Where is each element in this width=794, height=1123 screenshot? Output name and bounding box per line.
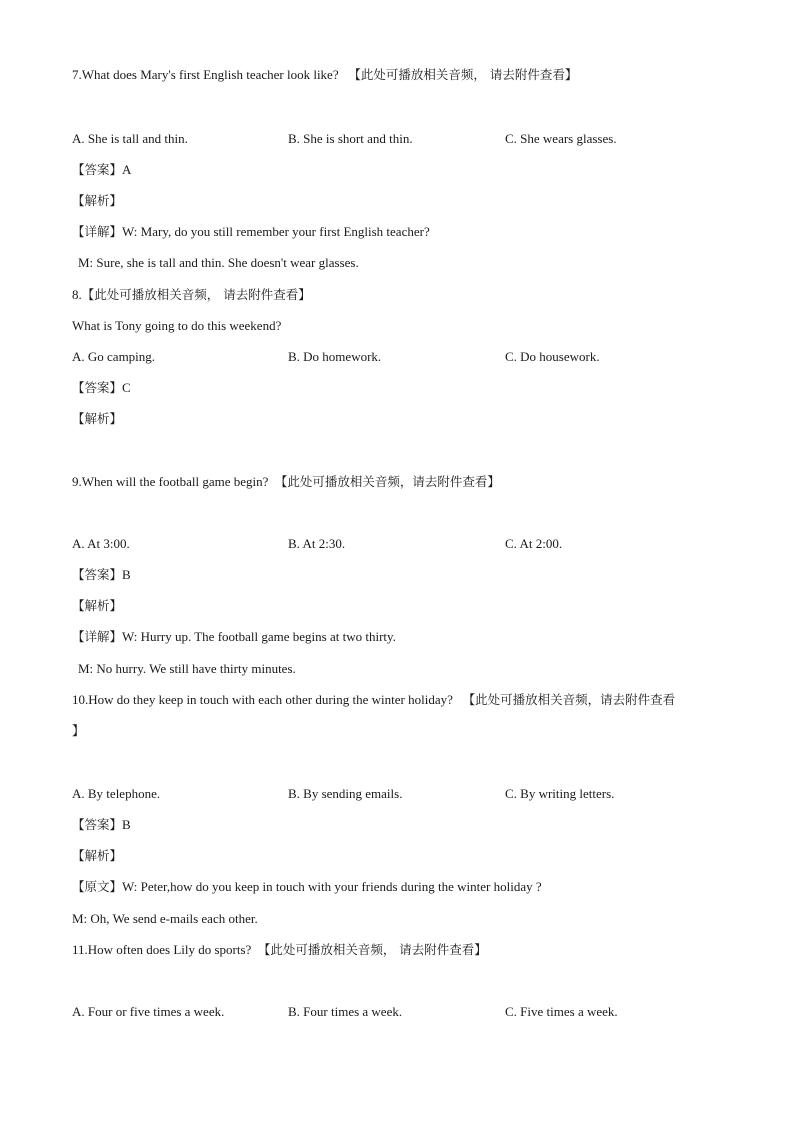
question-11 bbox=[72, 941, 487, 959]
answer-value: A bbox=[122, 162, 132, 177]
dialogue-line: W: Peter,how do you keep in touch with your friends during the winter holiday ? bbox=[122, 879, 542, 894]
option-b: B. By sending emails. bbox=[288, 786, 403, 801]
answer bbox=[72, 379, 131, 397]
option-a: A. By telephone. bbox=[72, 786, 161, 801]
question-8 bbox=[72, 286, 311, 304]
analysis-tag: 【解析】 bbox=[72, 848, 123, 863]
option-c: C. At 2:00. bbox=[505, 536, 563, 551]
question-8-number: 8. bbox=[72, 287, 82, 302]
answer-value: B bbox=[122, 567, 131, 582]
dialogue-line: M: Oh, We send e-mails each other. bbox=[72, 911, 258, 926]
option-c: C. Five times a week. bbox=[505, 1004, 618, 1019]
answer-value: B bbox=[122, 817, 131, 832]
audio-note[interactable]: 【此处可播放相关音频， 请去附件查看】 bbox=[81, 287, 311, 302]
dialogue-line: W: Mary, do you still remember your first English teacher? bbox=[122, 224, 430, 239]
audio-note-end: 】 bbox=[72, 723, 85, 738]
answer-tag: 【答案】 bbox=[72, 380, 123, 395]
option-b: B. At 2:30. bbox=[288, 536, 346, 551]
detail bbox=[72, 628, 396, 646]
option-c: C. Do housework. bbox=[505, 349, 600, 364]
original-text bbox=[72, 878, 542, 896]
question-11-prompt: 11.How often does Lily do sports? bbox=[72, 942, 252, 957]
answer-tag: 【答案】 bbox=[72, 162, 123, 177]
analysis-tag: 【解析】 bbox=[72, 598, 123, 613]
original-tag: 【原文】 bbox=[72, 879, 123, 894]
audio-note[interactable]: 【此处可播放相关音频， 请去附件查看】 bbox=[348, 67, 578, 82]
analysis-tag: 【解析】 bbox=[72, 193, 123, 208]
option-a: A. She is tall and thin. bbox=[72, 131, 188, 146]
audio-note[interactable]: 【此处可播放相关音频，请去附件查看】 bbox=[274, 474, 500, 489]
option-c: C. She wears glasses. bbox=[505, 131, 617, 146]
answer bbox=[72, 161, 131, 179]
audio-note[interactable]: 【此处可播放相关音频，请去附件查看 bbox=[462, 692, 676, 707]
option-b: B. Four times a week. bbox=[288, 1004, 403, 1019]
option-a: A. Go camping. bbox=[72, 349, 156, 364]
option-b: B. Do homework. bbox=[288, 349, 382, 364]
dialogue-line: M: No hurry. We still have thirty minutes. bbox=[78, 661, 296, 676]
answer bbox=[72, 566, 131, 584]
question-8-prompt: What is Tony going to do this weekend? bbox=[72, 318, 282, 333]
audio-note[interactable]: 【此处可播放相关音频， 请去附件查看】 bbox=[257, 942, 487, 957]
option-b: B. She is short and thin. bbox=[288, 131, 413, 146]
answer-tag: 【答案】 bbox=[72, 567, 123, 582]
dialogue-line: W: Hurry up. The football game begins at two thirty. bbox=[122, 629, 396, 644]
answer-value: C bbox=[122, 380, 131, 395]
question-10 bbox=[72, 691, 675, 709]
answer-tag: 【答案】 bbox=[72, 817, 123, 832]
detail bbox=[72, 223, 430, 241]
question-7-prompt: 7.What does Mary's first English teacher look like? bbox=[72, 67, 339, 82]
option-a: A. Four or five times a week. bbox=[72, 1004, 225, 1019]
detail-tag: 【详解】 bbox=[72, 629, 123, 644]
option-c: C. By writing letters. bbox=[505, 786, 615, 801]
question-9 bbox=[72, 473, 500, 491]
question-10-prompt: 10.How do they keep in touch with each other during the winter holiday? bbox=[72, 692, 453, 707]
answer bbox=[72, 816, 131, 834]
option-a: A. At 3:00. bbox=[72, 536, 130, 551]
detail-tag: 【详解】 bbox=[72, 224, 123, 239]
question-7 bbox=[72, 66, 577, 84]
analysis-tag: 【解析】 bbox=[72, 411, 123, 426]
dialogue-line: M: Sure, she is tall and thin. She doesn't wear glasses. bbox=[78, 255, 359, 270]
question-9-prompt: 9.When will the football game begin? bbox=[72, 474, 269, 489]
